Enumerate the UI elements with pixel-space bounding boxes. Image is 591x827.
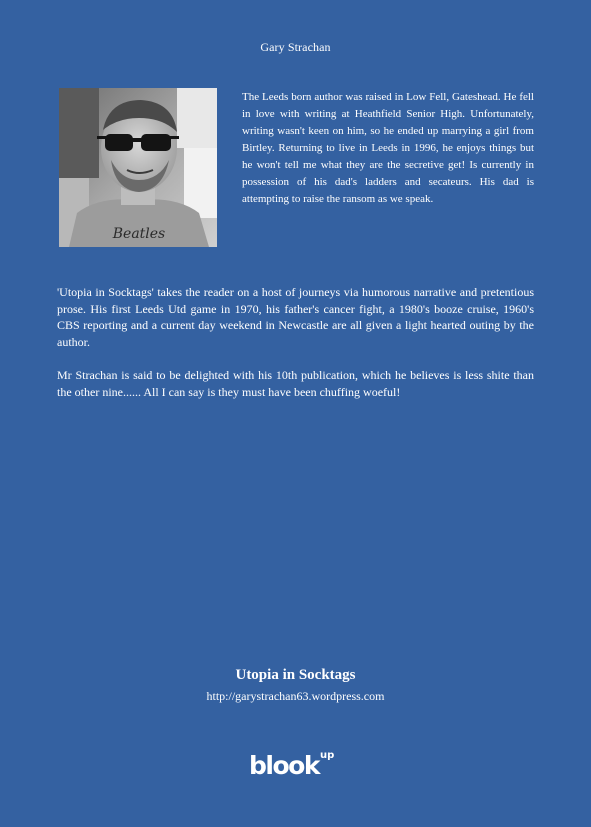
author-photo <box>59 88 217 247</box>
blookup-logo <box>249 752 334 780</box>
author-bio: The Leeds born author was raised in Low Fell, Gateshead. He fell in love with writing at Heathfield Senior High. Unfortunately, writing wasn't keen on him, so he ended up marrying a girl from Birtley. Returning to live in Leeds in 1996, he enjoys things but he won't tell me what they are the secretive get! Is currently in possession of his dad's ladders and secateurs. His dad is attempting to raise the ransom as we speak. <box>242 91 534 205</box>
book-title: Utopia in Socktags <box>235 667 356 683</box>
shirt-print: Beatles <box>112 226 166 242</box>
author-name: Gary Strachan <box>260 40 331 54</box>
book-description-paragraph: Mr Strachan is said to be delighted with his 10th publication, which he believes is less shite than the other nine...... All I can say is they must have been chuffing woeful! <box>57 368 534 399</box>
logo-superscript: up <box>319 750 335 761</box>
website-link[interactable]: http://garystrachan63.wordpress.com <box>206 689 385 703</box>
logo-wordmark: blook <box>249 751 319 780</box>
book-description-paragraph: 'Utopia in Socktags' takes the reader on a host of journeys via humorous narrative and pretentious prose. His first Leeds Utd game in 1970, his father's cancer fight, a 1980's booze cruise, 1960's CBS reporting and a current day weekend in Newcastle are all given a light hearted outing by the author. <box>57 285 534 349</box>
